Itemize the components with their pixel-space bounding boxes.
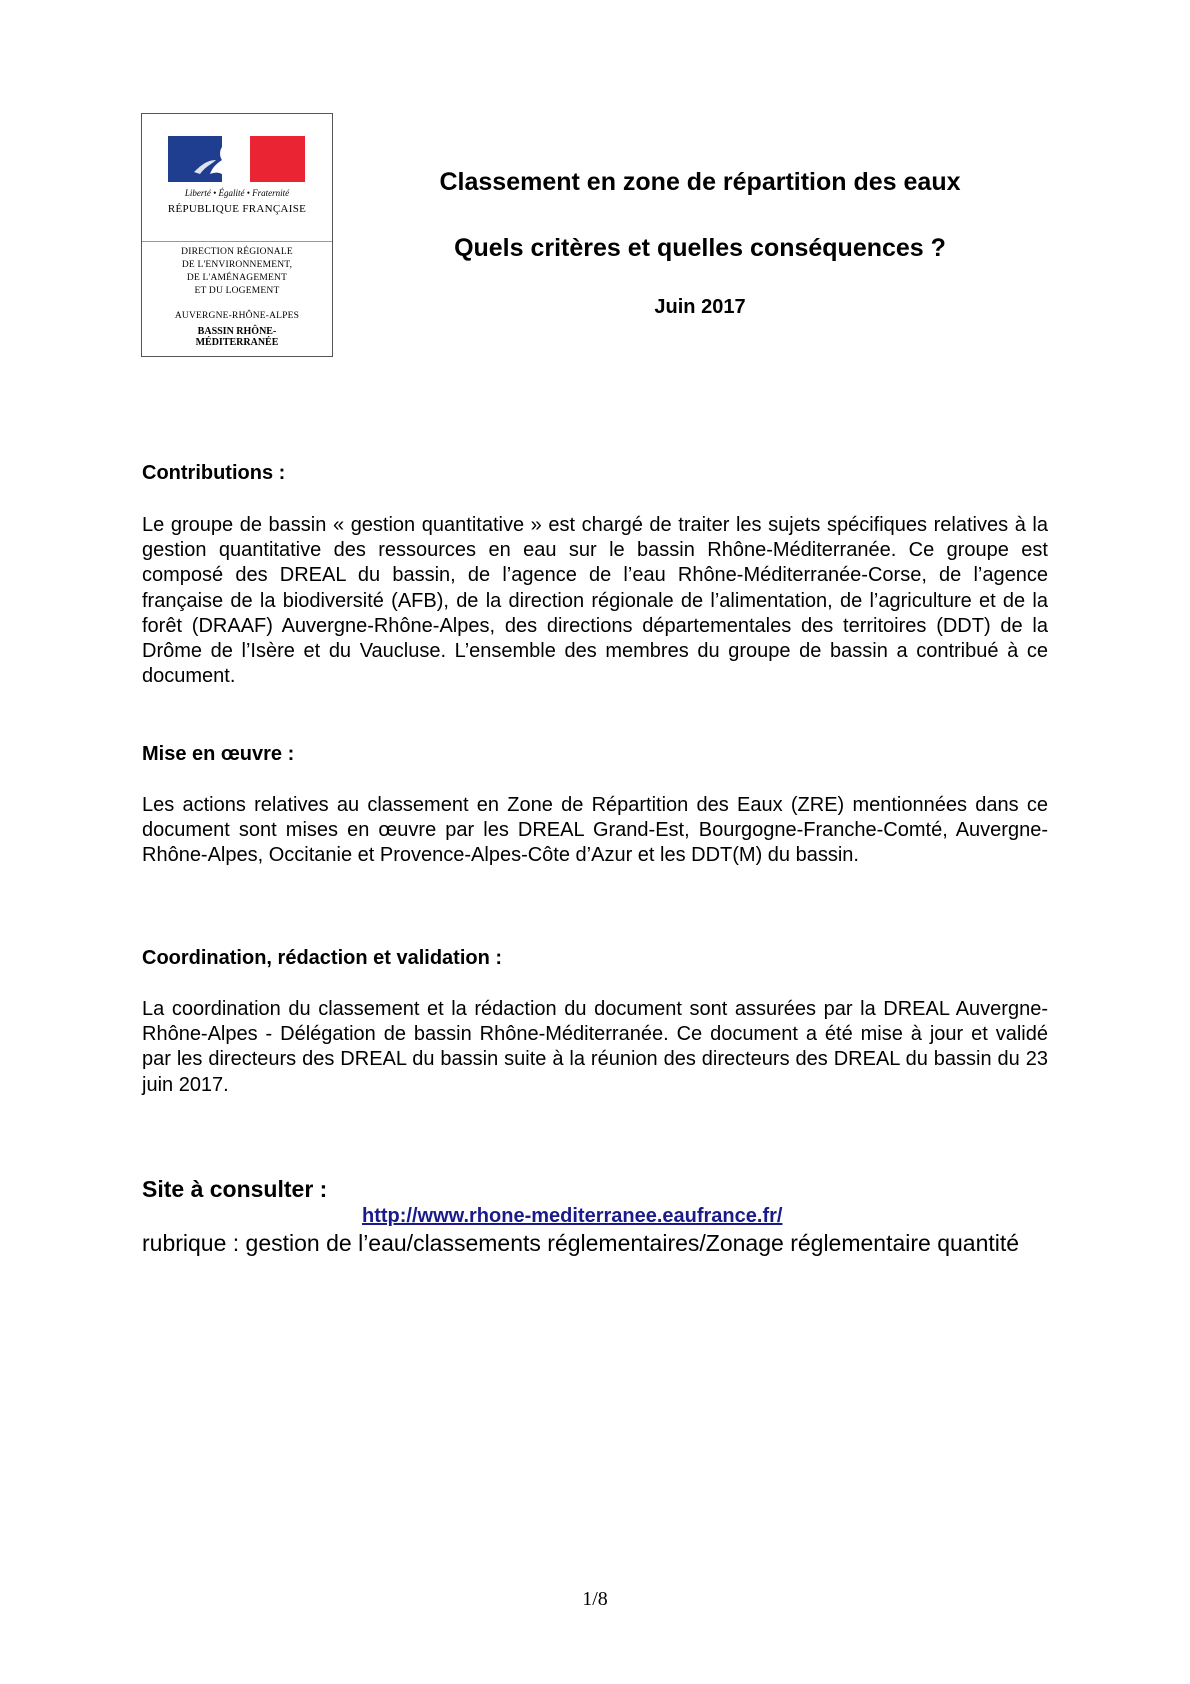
region-name: AUVERGNE-RHÔNE-ALPES [174,311,300,321]
document-title: Classement en zone de répartition des eaux [439,168,961,196]
site-heading: Site à consulter : [142,1176,328,1202]
motto-text: Liberté • Égalité • Fraternité [184,188,290,198]
bassin-name: BASSIN RHÔNE- MÉDITERRANÉE [195,326,279,348]
republic-text: RÉPUBLIQUE FRANÇAISE [167,203,307,215]
site-rubrique: rubrique : gestion de l’eau/classements réglementaires/Zonage réglementaire quantité [142,1230,1020,1256]
government-logo [141,113,333,357]
coordination-heading: Coordination, rédaction et validation : [142,947,503,969]
document-subtitle: Quels critères et quelles conséquences ? [454,234,946,262]
coordination-text: La coordination du classement et la rédaction du document sont assurées par la DREAL Auvergne-Rhône-Alpes - Délégation de bassin Rhône-Méditerranée. Ce document a été mise à jour et validé par les directeurs des DREAL du bassin suite à la réunion des directeurs des DREAL du bassin du 23 juin 2017. [142,998,1048,1096]
page-number: 1/8 [582,1588,608,1610]
mise-en-oeuvre-text: Les actions relatives au classement en Zone de Répartition des Eaux (ZRE) mentionnées dans ce document sont mises en œuvre par les DREAL Grand-Est, Bourgogne-Franche-Comté, Auvergne-Rhône-Alpes, Occitanie et Provence-Alpes-Côte d’Azur et les DDT(M) du bassin. [142,794,1048,867]
mise-en-oeuvre-heading: Mise en œuvre : [142,743,295,765]
marianne-flag-icon [168,136,305,182]
document-date: Juin 2017 [654,296,746,318]
logo-divider [142,241,332,242]
contributions-text: Le groupe de bassin « gestion quantitative » est chargé de traiter les sujets spécifiques relatives à la gestion quantitative des ressources en eau sur le bassin Rhône-Méditerranée. Ce groupe est composé des DREAL du bassin, de l’agence de l’eau Rhône-Méditerranée-Corse, de l’agence française de la biodiversité (AFB), de la direction régionale de l’alimentation, de l’agriculture et de la forêt (DRAAF) Auvergne-Rhône-Alpes, des directions départementales des territoires (DDT) de la Drôme de l’Isère et du Vaucluse. L’ensemble des membres du groupe de bassin a contribué à ce document. [142,514,1048,688]
site-link[interactable]: http://www.rhone-mediterranee.eaufrance.fr/ [362,1205,783,1227]
dreal-name: DIRECTION RÉGIONALE DE L'ENVIRONNEMENT, DE L'AMÉNAGEMENT ET DU LOGEMENT [181,247,293,296]
contributions-heading: Contributions : [142,462,286,484]
